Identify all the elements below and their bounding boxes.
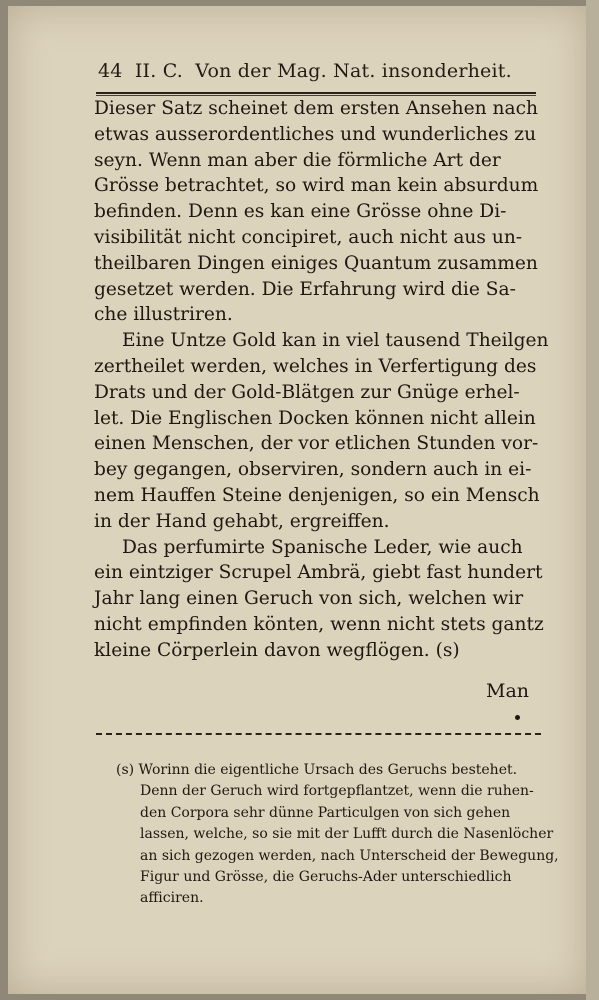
- page-number: 44: [98, 60, 123, 82]
- header-rule: [96, 92, 536, 94]
- text-line: Drats und der Gold-Blätgen zur Gnüge erhel-: [94, 381, 520, 403]
- text-line: seyn. Wenn man aber die förmliche Art der: [94, 149, 501, 171]
- text-line: Das perfumirte Spanische Leder, wie auch: [122, 536, 523, 558]
- footnote-line: Denn der Geruch wird fortgepflantzet, wenn die ruhen-: [140, 783, 534, 800]
- text-line: Dieser Satz scheinet dem ersten Ansehen nach: [94, 98, 538, 119]
- section-label: II. C.: [134, 60, 184, 82]
- text-line: nem Hauffen Steine denjenigen, so ein Mensch: [94, 484, 540, 506]
- main-text: [94, 96, 549, 664]
- running-header: [98, 60, 538, 82]
- text-line: che illustriren.: [94, 304, 233, 326]
- page-edge: [586, 0, 599, 1000]
- text-line: einen Menschen, der vor etlichen Stunden vor-: [94, 433, 539, 455]
- footnote-line: den Corpora sehr dünne Particulgen von sich gehen: [140, 804, 511, 821]
- text-line: befinden. Denn es kan eine Grösse ohne Di-: [94, 201, 507, 223]
- footnote-line: (s) Worinn die eigentliche Ursach des Geruchs bestehet.: [116, 762, 518, 778]
- catchword: Man: [486, 680, 530, 702]
- text-line: gesetzet werden. Die Erfahrung wird die Sa-: [94, 278, 516, 300]
- text-line: visibilität nicht concipiret, auch nicht aus un-: [94, 226, 523, 248]
- ink-dot: [515, 715, 520, 720]
- text-line: kleine Cörperlein davon wegflögen. (s): [94, 639, 460, 661]
- text-line: let. Die Englischen Docken können nicht allein: [94, 407, 536, 429]
- footnote-rule: [96, 733, 541, 735]
- text-line: zertheilet werden, welches in Verfertigung des: [94, 355, 537, 377]
- footnote-line: Figur und Grösse, die Geruchs-Ader unterschiedlich: [140, 869, 512, 886]
- text-line: Eine Untze Gold kan in viel tausend Theilgen: [122, 330, 549, 352]
- text-line: in der Hand gehabt, ergreiffen.: [94, 510, 390, 532]
- text-line: Grösse betrachtet, so wird man kein absurdum: [94, 175, 539, 197]
- header-title: Von der Mag. Nat. insonderheit.: [195, 60, 512, 82]
- text-line: etwas ausserordentliches und wunderliches zu: [94, 123, 537, 145]
- footnote-line: lassen, welche, so sie mit der Lufft durch die Nasenlöcher: [140, 826, 554, 843]
- footnote-line: an sich gezogen werden, nach Unterscheid der Bewegung,: [140, 847, 559, 864]
- text-line: theilbaren Dingen einiges Quantum zusammen: [94, 252, 538, 274]
- footnote: [116, 760, 559, 910]
- text-line: Jahr lang einen Geruch von sich, welchen wir: [94, 588, 524, 610]
- text-line: ein eintziger Scrupel Ambrä, giebt fast hundert: [94, 562, 543, 584]
- footnote-line: afficiren.: [140, 890, 204, 907]
- text-line: bey gegangen, observiren, sondern auch in ei-: [94, 459, 532, 481]
- text-line: nicht empfinden könten, wenn nicht stets gantz: [94, 613, 544, 635]
